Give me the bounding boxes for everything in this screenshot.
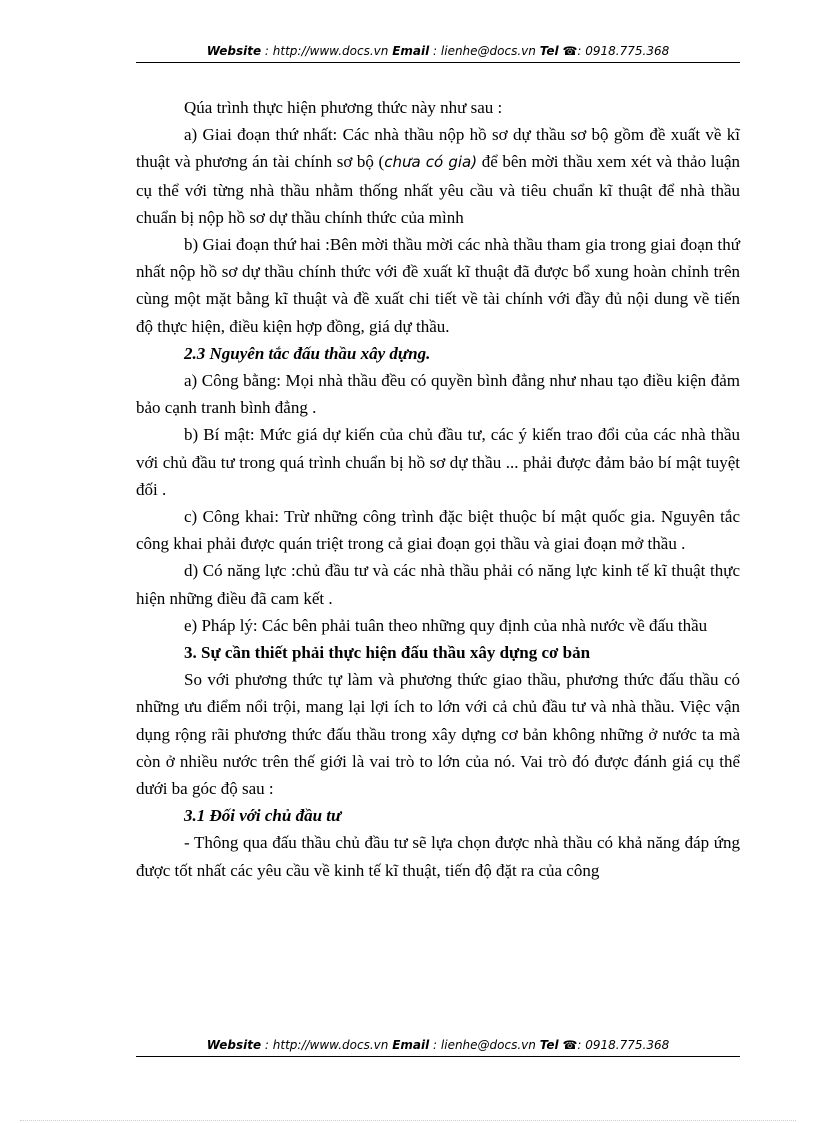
italic-note: chưa có gia) xyxy=(384,153,478,172)
header-tel-label: Tel xyxy=(539,44,559,58)
paragraph: So với phương thức tự làm và phương thức giao thầu, phương thức đấu thầu có những ưu điểm nổi trội, mang lại lợi ích to lớn với cả chủ đầu tư và nhà thầu. Việc vận dụng rộng rãi phương thức đấu thầu trong xây dựng cơ bản không những ở nước ta mà còn ở nhiều nước trên thế giới là vai trò to lớn của nó. Vai trò đó được đánh giá cụ thể dưới ba góc độ sau : xyxy=(136,670,740,799)
paragraph: c) Công khai: Trừ những công trình đặc biệt thuộc bí mật quốc gia. Nguyên tắc công khai phải được quán triệt trong cả giai đoạn gọi thầu và giai đoạn mở thầu . xyxy=(136,507,740,554)
footer-tel-label: Tel xyxy=(539,1038,559,1052)
document-body xyxy=(136,94,740,884)
page-edge-divider xyxy=(20,1120,796,1121)
paragraph: d) Có năng lực :chủ đầu tư và các nhà thầu phải có năng lực kinh tế kĩ thuật thực hiện những điều đã cam kết . xyxy=(136,561,740,608)
page-footer xyxy=(136,1038,740,1057)
section-heading: 3. Sự cần thiết phải thực hiện đấu thầu xây dựng cơ bản xyxy=(184,643,591,663)
paragraph: e) Pháp lý: Các bên phải tuân theo những quy định của nhà nước về đấu thầu xyxy=(184,615,708,635)
phone-icon: ☎ xyxy=(562,1038,578,1052)
footer-tel-value: : 0918.775.368 xyxy=(577,1038,670,1052)
paragraph-stage-two: b) Giai đoạn thứ hai :Bên mời thầu mời các nhà thầu tham gia trong giai đoạn thứ nhất nộp hồ sơ dự thầu chính thức với đề xuất kĩ thuật đã được bổ xung hoàn chỉnh trên cùng một mặt bằng kĩ thuật và đề xuất chi tiết về tài chính với đầy đủ nội dung về tiến độ thực hiện, điều kiện hợp đồng, giá dự thầu. xyxy=(136,235,740,336)
paragraph: - Thông qua đấu thầu chủ đầu tư sẽ lựa chọn được nhà thầu có khả năng đáp ứng được tốt nhất các yêu cầu về kinh tế kĩ thuật, tiến độ đặt ra của công xyxy=(136,833,740,880)
section-heading: 2.3 Nguyên tắc đấu thầu xây dựng. xyxy=(184,343,431,363)
footer-website-url[interactable]: : http://www.docs.vn xyxy=(264,1038,389,1052)
paragraph-stage-one: a) Giai đoạn thứ nhất: Các nhà thầu nộp hồ sơ dự thầu sơ bộ gồm đề xuất về kĩ thuật và phương án tài chính sơ bộ (chưa có gia) để bên mời thầu xem xét và thảo luận cụ thể với từng nhà thầu nhằm thống nhất yêu cầu và tiêu chuẩn kĩ thuật để nhà thầu chuẩn bị nộp hồ sơ dự thầu chính thức của mình xyxy=(136,125,740,227)
paragraph: b) Bí mật: Mức giá dự kiến của chủ đầu tư, các ý kiến trao đổi của các nhà thầu với chủ đầu tư trong quá trình chuẩn bị hồ sơ dự thầu ... phải được đảm bảo bí mật tuyệt đối . xyxy=(136,425,740,499)
page-header xyxy=(136,44,740,63)
header-email-value[interactable]: : lienhe@docs.vn xyxy=(433,44,536,58)
paragraph: Qúa trình thực hiện phương thức này như sau : xyxy=(184,98,503,117)
footer-email-label: Email xyxy=(392,1038,430,1052)
paragraph: a) Công bằng: Mọi nhà thầu đều có quyền bình đẳng như nhau tạo điều kiện đảm bảo cạnh tranh bình đẳng . xyxy=(136,371,740,418)
footer-email-value[interactable]: : lienhe@docs.vn xyxy=(433,1038,536,1052)
header-email-label: Email xyxy=(392,44,430,58)
subsection-heading: 3.1 Đối với chủ đầu tư xyxy=(184,806,342,826)
header-website-label: Website xyxy=(206,44,262,58)
header-tel-value: : 0918.775.368 xyxy=(577,44,670,58)
footer-website-label: Website xyxy=(206,1038,262,1052)
header-website-url[interactable]: : http://www.docs.vn xyxy=(264,44,389,58)
phone-icon: ☎ xyxy=(562,44,578,58)
